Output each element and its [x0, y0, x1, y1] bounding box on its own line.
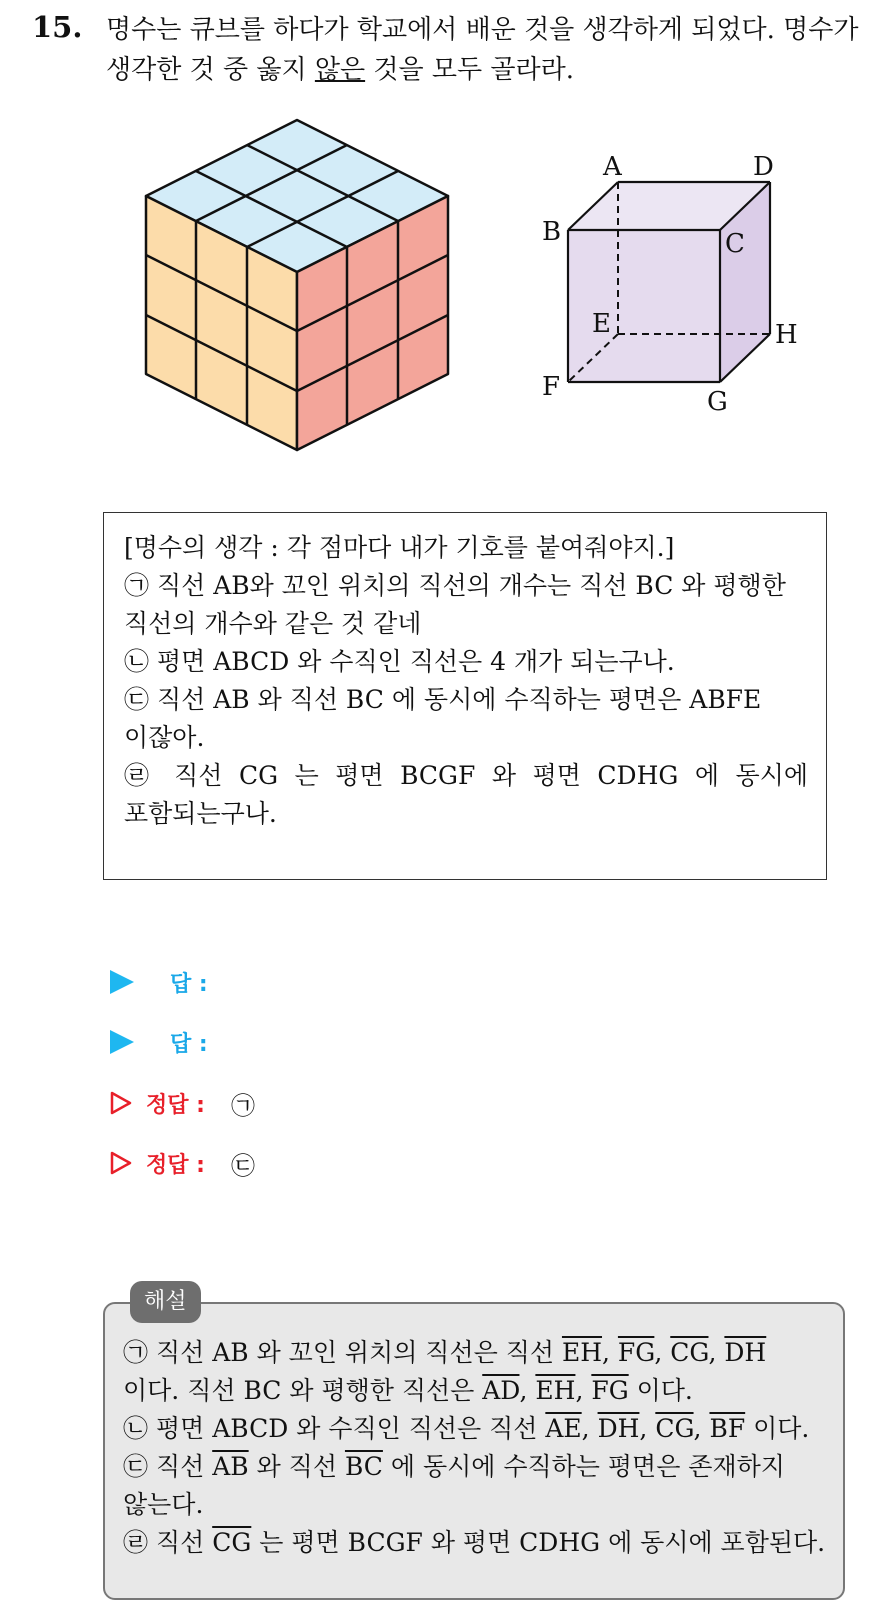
thought-line: ㉣ 직선 CG 는 평면 BCGF 와 평면 CDHG 에 동시에 [124, 761, 808, 790]
solution-line-4 [123, 1448, 827, 1486]
solution-text: 는 평면 BCGF 와 평면 CDHG 에 동시에 포함된다. [251, 1528, 826, 1557]
vertex-label-a: A [603, 152, 622, 182]
answer-row-1 [110, 962, 234, 1002]
solution-text: ㉢ 직선 [123, 1452, 213, 1481]
segment: $\overline{FG}$ [591, 1376, 629, 1405]
thought-line: [명수의 생각 : 각 점마다 내가 기호를 붙여줘야지.] [124, 533, 675, 562]
solution-text: 와 직선 [248, 1452, 345, 1481]
segment: $\overline{DH}$ [597, 1414, 640, 1443]
question-line-2-start: 생각한 것 중 옳지 [106, 55, 315, 85]
solution-line-2: 이다. 직선 BC 와 평행한 직선은 $\overline{AD}$, $\overline{EH}$, $\overline{FG}$ 이다. [123, 1376, 693, 1405]
correct-answer-row-2 [110, 1143, 255, 1183]
solution-text: 이다. [628, 1376, 693, 1405]
answer-label: 답 : [170, 971, 208, 997]
solution-text: ㉠ 직선 AB 와 꼬인 위치의 직선은 직선 [123, 1338, 562, 1367]
question-line-1: 명수는 큐브를 하다가 학교에서 배운 것을 생각하게 되었다. 명수가 [106, 15, 859, 45]
answer-row-2 [110, 1022, 234, 1062]
segment: $\overline{DH}$ [724, 1338, 767, 1367]
play-icon [110, 970, 134, 994]
segment: $\overline{EH}$ [561, 1338, 603, 1367]
solution-box [103, 1302, 845, 1600]
question-line-2-end: 것을 모두 골라라. [365, 55, 574, 85]
question-number: 15. [32, 10, 83, 44]
solution-text: 이다. 직선 BC 와 평행한 직선은 [123, 1376, 483, 1405]
segment: $\overline{CG}$ [670, 1338, 709, 1367]
segment: $\overline{AB}$ [212, 1452, 249, 1481]
correct-answer-label: 정답 : [146, 1152, 205, 1178]
rubiks-cube-figure [140, 112, 460, 457]
question-line-2 [106, 50, 866, 90]
vertex-label-g: G [707, 387, 728, 417]
thought-line: 이잖아. [124, 723, 205, 752]
segment: $\overline{BC}$ [344, 1452, 383, 1481]
question-text [106, 10, 866, 90]
thought-line: ㉡ 평면 ABCD 와 수직인 직선은 4 개가 되는구나. [124, 647, 675, 676]
correct-answer-label: 정답 : [146, 1092, 205, 1118]
underlined-word: 않은 [314, 55, 366, 85]
play-icon [110, 1030, 134, 1054]
solution-text: 이다. [745, 1414, 810, 1443]
segment: $\overline{AD}$ [482, 1376, 520, 1405]
segment: $\overline{FG}$ [617, 1338, 655, 1367]
vertex-label-c: C [725, 229, 745, 259]
thought-line: ㉢ 직선 AB 와 직선 BC 에 동시에 수직하는 평면은 ABFE [124, 685, 762, 714]
solution-text: ㉣ 직선 [123, 1528, 213, 1557]
segment: $\overline{CG}$ [655, 1414, 694, 1443]
vertex-label-e: E [592, 309, 611, 339]
answer-label: 답 : [170, 1031, 208, 1057]
vertex-label-b: B [542, 217, 562, 247]
thought-box [103, 512, 827, 880]
outline-triangle-icon [110, 1091, 132, 1115]
segment: $\overline{CG}$ [212, 1528, 252, 1557]
solution-line-1: ㉠ 직선 AB 와 꼬인 위치의 직선은 직선 $\overline{EH}$, $\overline{FG}$, $\overline{CG}$, $\overline{DH}$ [123, 1338, 767, 1367]
correct-answer-value: ㉠ [230, 1091, 255, 1120]
correct-answer-row-1 [110, 1083, 255, 1123]
outline-triangle-icon [110, 1151, 132, 1175]
vertex-label-f: F [542, 372, 561, 402]
thought-line: 직선의 개수와 같은 것 같네 [124, 609, 422, 638]
cuboid-figure [535, 145, 805, 420]
correct-answer-value: ㉢ [230, 1151, 255, 1180]
thought-line: ㉠ 직선 AB와 꼬인 위치의 직선의 개수는 직선 BC 와 평행한 [124, 571, 786, 600]
solution-tag: 해설 [130, 1281, 201, 1323]
solution-line-5: 않는다. [123, 1490, 204, 1519]
solution-text: ㉡ 평면 ABCD 와 수직인 직선은 직선 [123, 1414, 546, 1443]
solution-line-6 [123, 1524, 827, 1562]
vertex-label-d: D [753, 152, 774, 182]
thought-line: 포함되는구나. [124, 799, 277, 828]
solution-line-3: ㉡ 평면 ABCD 와 수직인 직선은 직선 $\overline{AE}$, $\overline{DH}$, $\overline{CG}$, $\overline{BF}$ 이다. [123, 1414, 810, 1443]
segment: $\overline{AE}$ [545, 1414, 582, 1443]
segment: $\overline{BF}$ [709, 1414, 746, 1443]
segment: $\overline{EH}$ [535, 1376, 576, 1405]
solution-text: 에 동시에 수직하는 평면은 존재하지 [382, 1452, 785, 1481]
vertex-label-h: H [775, 320, 798, 350]
